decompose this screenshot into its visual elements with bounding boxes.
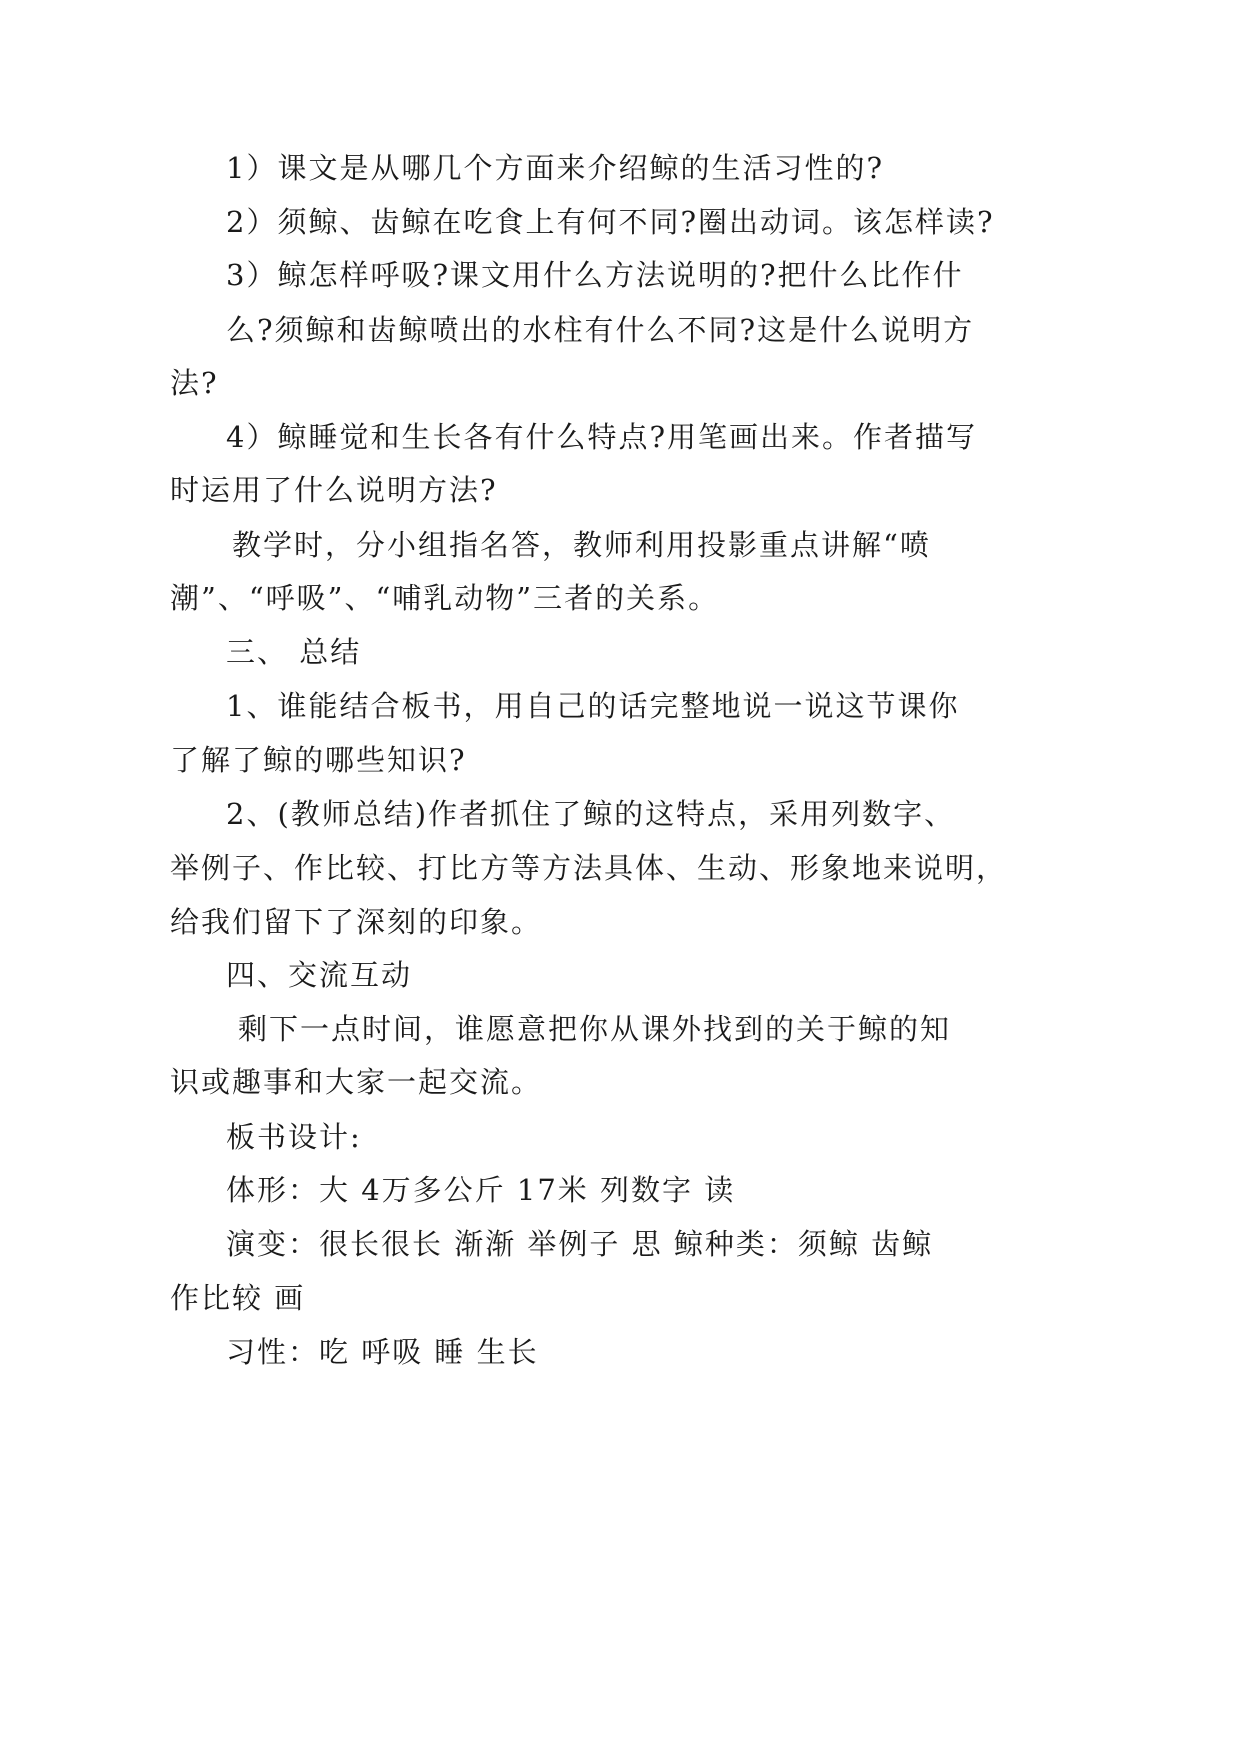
section-heading-exchange [226,955,412,995]
text-line: 时运用了什么说明方法? [170,473,498,507]
question-3-line-2 [226,310,974,350]
text-line: 四、交流互动 [226,958,413,992]
question-3-line-1 [226,255,964,295]
text-line: 作比较 画 [170,1281,306,1315]
text-line: 2）须鲸、齿鲸在吃食上有何不同?圈出动词。该怎样读? [226,205,995,239]
teaching-note-line-1 [232,525,931,565]
board-design-evolution-line-2 [170,1278,305,1318]
text-line: 么?须鲸和齿鲸喷出的水柱有什么不同?这是什么说明方 [226,313,975,347]
summary-item-2-line-1 [226,794,955,834]
text-line: 教学时，分小组指名答，教师利用投影重点讲解“喷 [232,528,931,562]
board-design-evolution-line-1 [226,1224,933,1264]
text-line: 了解了鲸的哪些知识? [170,743,467,777]
text-line: 剩下一点时间，谁愿意把你从课外找到的关于鲸的知 [238,1012,952,1046]
teaching-note-line-2 [170,578,719,618]
text-line: 板书设计: [226,1120,362,1154]
question-2 [226,202,995,242]
question-3-line-3 [170,363,219,403]
exchange-line-1 [238,1009,951,1049]
text-line: 识或趣事和大家一起交流。 [170,1065,543,1099]
board-design-body-shape [226,1170,735,1210]
section-heading-summary [226,632,361,672]
summary-item-2-line-3 [170,902,542,942]
text-line: 潮”、“呼吸”、“哺乳动物”三者的关系。 [170,581,720,615]
summary-item-1-line-1 [226,686,959,726]
text-line: 演变：很长很长 渐渐 举例子 思 鲸种类：须鲸 齿鲸 [226,1227,934,1261]
board-design-habits [226,1332,539,1372]
text-line: 3）鲸怎样呼吸?课文用什么方法说明的?把什么比作什 [226,258,964,292]
text-line: 举例子、作比较、打比方等方法具体、生动、形象地来说明， [170,851,1008,885]
text-line: 法? [170,366,219,400]
text-line: 给我们留下了深刻的印象。 [170,905,543,939]
text-line: 体形：大 4万多公斤 17米 列数字 读 [226,1173,736,1207]
question-4-line-2 [170,470,498,510]
question-4-line-1 [226,417,977,457]
text-line: 4）鲸睡觉和生长各有什么特点?用笔画出来。作者描写 [226,420,977,454]
text-line: 1）课文是从哪几个方面来介绍鲸的生活习性的? [226,151,884,185]
question-1 [226,148,884,188]
text-line: 2、(教师总结)作者抓住了鲸的这特点，采用列数字、 [226,797,956,831]
board-design-heading [226,1117,362,1157]
exchange-line-2 [170,1062,542,1102]
text-line: 1、谁能结合板书，用自己的话完整地说一说这节课你 [226,689,960,723]
text-line: 三、 总结 [226,635,362,669]
text-line: 习性：吃 呼吸 睡 生长 [226,1335,539,1369]
summary-item-2-line-2 [170,848,1007,888]
summary-item-1-line-2 [170,740,467,780]
